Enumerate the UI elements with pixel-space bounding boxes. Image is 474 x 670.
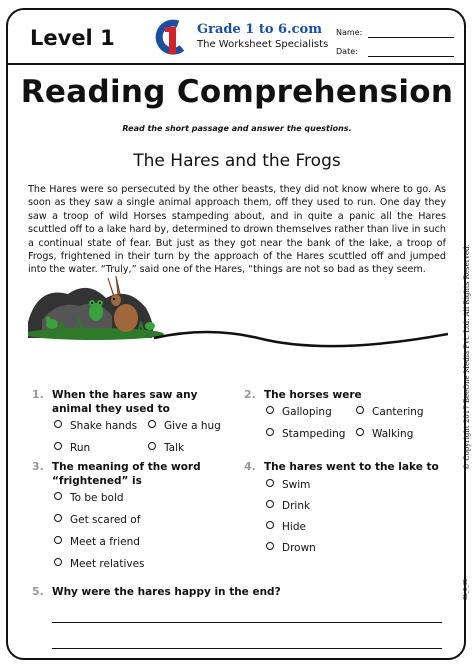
question-number: 3. (32, 460, 44, 473)
level-label: Level 1 (30, 26, 115, 50)
name-label: Name: (336, 28, 363, 37)
answer-line[interactable] (52, 648, 442, 649)
worksheet-code: GL_E_35 (463, 578, 469, 600)
question-4-option[interactable]: Hide (266, 521, 306, 533)
radio-circle-icon[interactable] (148, 420, 156, 428)
radio-circle-icon[interactable] (266, 406, 274, 414)
radio-circle-icon[interactable] (266, 479, 274, 487)
radio-circle-icon[interactable] (54, 420, 62, 428)
question-2-option[interactable]: Stampeding (266, 428, 345, 440)
question-3-option[interactable]: Meet relatives (54, 558, 145, 570)
copyright-notice: © Copyright 2017 BeeOne Media Pvt. Ltd. All Rights Reserved. (463, 244, 471, 470)
radio-circle-icon[interactable] (54, 514, 62, 522)
radio-circle-icon[interactable] (356, 406, 364, 414)
question-1-option[interactable]: Talk (148, 442, 184, 454)
question-number: 1. (32, 388, 44, 401)
question-3-text-line1: The meaning of the word (52, 461, 201, 473)
question-2-option[interactable]: Walking (356, 428, 413, 440)
question-number: 4. (244, 460, 256, 473)
radio-circle-icon[interactable] (54, 536, 62, 544)
question-1-option[interactable]: Run (54, 442, 90, 454)
date-field[interactable] (368, 56, 454, 57)
header-divider (8, 63, 464, 65)
radio-circle-icon[interactable] (266, 542, 274, 550)
answer-line[interactable] (52, 622, 442, 623)
passage-text: The Hares were so persecuted by the other beasts, they did not know where to go. As soon as they saw a single animal approach them, off they used to run. One day they saw a troop of wild Horses stampeding about, and in quite a panic all the Hares scuttled off to a lake hard by, determined to drown themselves rather than live in such a continual state of fear. But just as they got near the bank of the lake, a troop of Frogs, frightened in their turn by the approach of the Hares scuttled off and jumped into the water. “Truly,” said one of the Hares, “things are not so bad as they seem. (28, 184, 446, 276)
radio-circle-icon[interactable] (54, 442, 62, 450)
page-title: Reading Comprehension (20, 74, 454, 110)
brand-tagline: The Worksheet Specialists (197, 39, 329, 50)
question-4-text: The hares went to the lake to (264, 461, 439, 473)
radio-circle-icon[interactable] (54, 558, 62, 566)
question-number: 5. (32, 585, 44, 598)
question-2-option[interactable]: Galloping (266, 406, 332, 418)
question-4-option[interactable]: Swim (266, 479, 310, 491)
question-3-option[interactable]: Get scared of (54, 514, 140, 526)
name-field[interactable] (368, 37, 454, 38)
story-title: The Hares and the Frogs (133, 151, 341, 171)
question-1-text-line2: animal they used to (52, 403, 170, 415)
radio-circle-icon[interactable] (356, 428, 364, 436)
question-5-text: Why were the hares happy in the end? (52, 586, 281, 598)
radio-circle-icon[interactable] (148, 442, 156, 450)
brand-name: Grade 1 to 6.com (197, 22, 322, 37)
radio-circle-icon[interactable] (266, 428, 274, 436)
grade-logo-icon (154, 18, 190, 58)
date-label: Date: (336, 47, 358, 56)
radio-circle-icon[interactable] (54, 492, 62, 500)
question-1-option[interactable]: Give a hug (148, 420, 221, 432)
question-2-text: The horses were (264, 389, 362, 401)
question-3-option[interactable]: To be bold (54, 492, 124, 504)
radio-circle-icon[interactable] (266, 521, 274, 529)
instructions: Read the short passage and answer the questions. (122, 124, 352, 133)
question-4-option[interactable]: Drink (266, 500, 310, 512)
hare-and-frogs-illustration (28, 276, 448, 368)
question-number: 2. (244, 388, 256, 401)
question-3-text-line2: “frightened” is (52, 475, 142, 487)
question-4-option[interactable]: Drown (266, 542, 316, 554)
question-1-text-line1: When the hares saw any (52, 389, 198, 401)
question-1-option[interactable]: Shake hands (54, 420, 137, 432)
radio-circle-icon[interactable] (266, 500, 274, 508)
question-2-option[interactable]: Cantering (356, 406, 424, 418)
question-3-option[interactable]: Meet a friend (54, 536, 140, 548)
